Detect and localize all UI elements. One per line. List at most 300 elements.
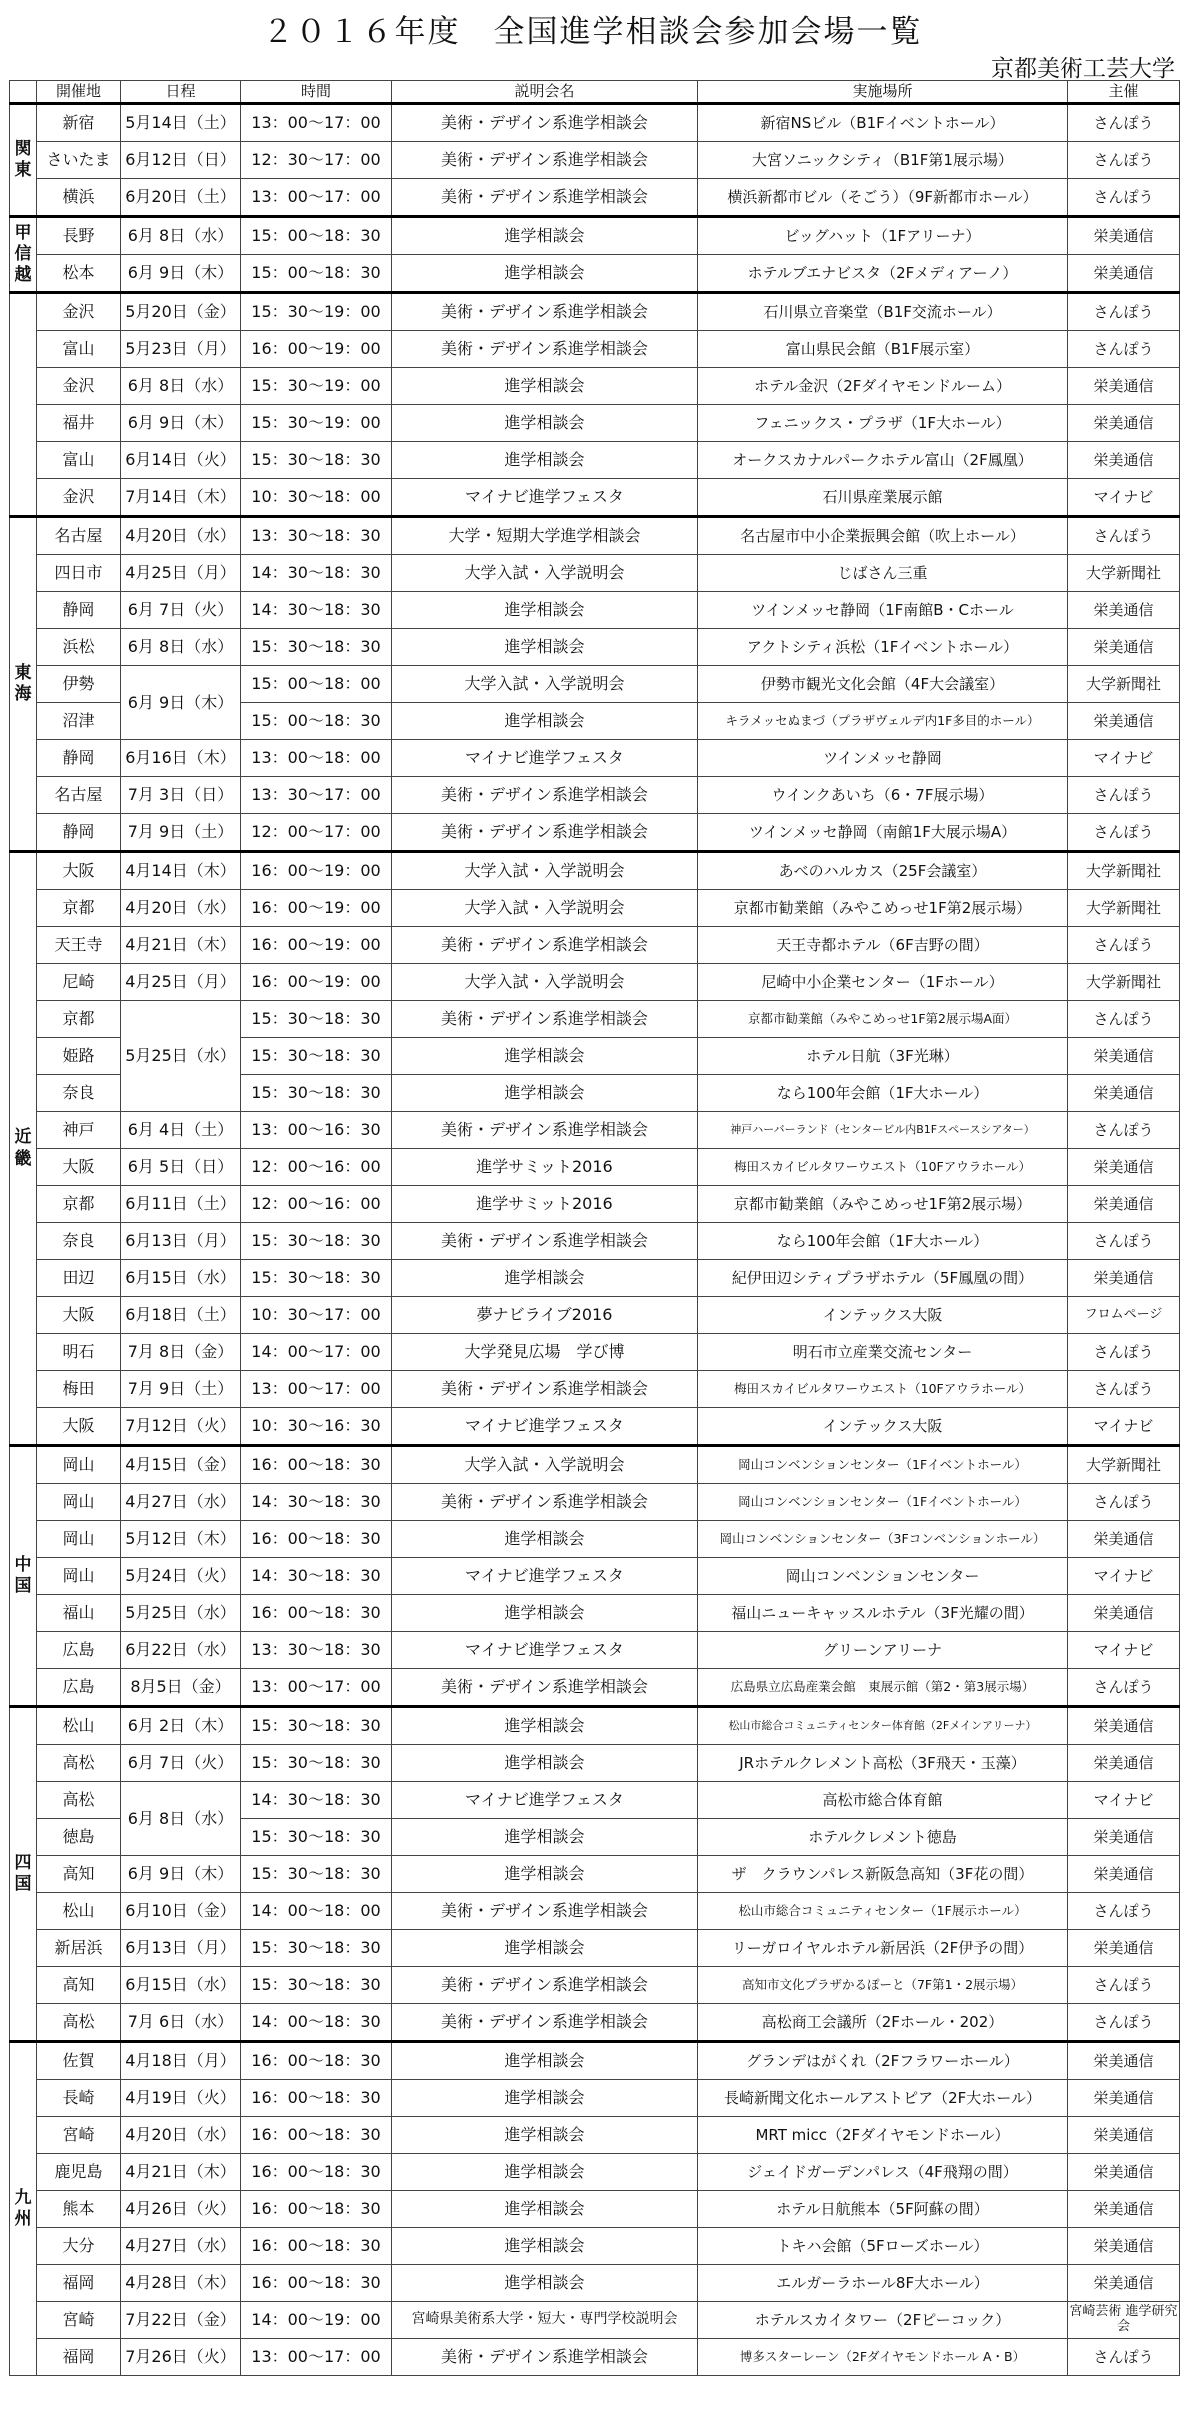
event-cell: 進学相談会	[392, 255, 698, 293]
city-cell: 横浜	[37, 179, 121, 217]
organizer-cell: 栄美通信	[1068, 1595, 1180, 1632]
event-cell: 進学相談会	[392, 1521, 698, 1558]
venue-cell: ツインメッセ静岡	[698, 740, 1068, 777]
table-row	[10, 964, 1180, 1001]
event-cell: マイナビ進学フェスタ	[392, 1632, 698, 1669]
date-cell: 6月16日（木）	[121, 740, 241, 777]
table-row	[10, 2228, 1180, 2265]
venue-cell: ツインメッセ静岡（南館1F大展示場A）	[698, 814, 1068, 852]
table-row	[10, 2339, 1180, 2376]
event-cell: 進学相談会	[392, 1595, 698, 1632]
city-cell: 新宿	[37, 104, 121, 142]
time-cell: 10：30～17：00	[241, 1297, 392, 1334]
city-cell: 高知	[37, 1856, 121, 1893]
event-cell: 進学相談会	[392, 217, 698, 255]
city-cell: 名古屋	[37, 517, 121, 555]
header-organizer: 主催	[1068, 81, 1180, 104]
event-cell: 進学相談会	[392, 1038, 698, 1075]
organizer-cell: 栄美通信	[1068, 2117, 1180, 2154]
table-row	[10, 142, 1180, 179]
time-cell: 16：00～18：30	[241, 2117, 392, 2154]
organizer-cell: 栄美通信	[1068, 1930, 1180, 1967]
table-row	[10, 1408, 1180, 1446]
date-cell: 6月 5日（日）	[121, 1149, 241, 1186]
venue-cell: なら100年会館（1F大ホール）	[698, 1075, 1068, 1112]
organizer-cell: 栄美通信	[1068, 1149, 1180, 1186]
venue-cell: アクトシティ浜松（1Fイベントホール）	[698, 629, 1068, 666]
table-row	[10, 1521, 1180, 1558]
time-cell: 16：00～18：30	[241, 1521, 392, 1558]
event-cell: 進学相談会	[392, 1075, 698, 1112]
event-cell: 進学相談会	[392, 2228, 698, 2265]
date-cell: 6月 9日（木）	[121, 405, 241, 442]
date-cell: 7月22日（金）	[121, 2302, 241, 2339]
event-cell: 美術・デザイン系進学相談会	[392, 1371, 698, 1408]
organizer-cell: さんぽう	[1068, 1967, 1180, 2004]
table-row	[10, 1930, 1180, 1967]
organizer-cell: 栄美通信	[1068, 2042, 1180, 2080]
header-event: 説明会名	[392, 81, 698, 104]
venue-cell: 尼崎中小企業センター（1Fホール）	[698, 964, 1068, 1001]
time-cell: 15：00～18：00	[241, 666, 392, 703]
header-venue: 実施場所	[698, 81, 1068, 104]
venue-cell: トキハ会館（5Fローズホール）	[698, 2228, 1068, 2265]
table-row	[10, 517, 1180, 555]
city-cell: 金沢	[37, 479, 121, 517]
event-cell: 進学相談会	[392, 1819, 698, 1856]
table-row	[10, 1707, 1180, 1745]
table-row	[10, 2004, 1180, 2042]
event-cell: マイナビ進学フェスタ	[392, 1782, 698, 1819]
venue-cell: 岡山コンベンションセンター（1Fイベントホール）	[698, 1446, 1068, 1484]
date-cell: 4月21日（木）	[121, 927, 241, 964]
date-cell: 4月20日（水）	[121, 517, 241, 555]
event-cell: 進学相談会	[392, 1930, 698, 1967]
table-row	[10, 555, 1180, 592]
organizer-cell: マイナビ	[1068, 1782, 1180, 1819]
organizer-cell: 大学新聞社	[1068, 964, 1180, 1001]
time-cell: 13：00～18：00	[241, 740, 392, 777]
venue-cell: ホテル日航（3F光琳）	[698, 1038, 1068, 1075]
region-cell: 近 畿	[10, 852, 37, 1446]
event-cell: 進学相談会	[392, 2080, 698, 2117]
event-cell: 美術・デザイン系進学相談会	[392, 814, 698, 852]
venue-cell: 高知市文化プラザかるぽーと（7F第1・2展示場）	[698, 1967, 1068, 2004]
venue-cell: 梅田スカイビルタワーウエスト（10Fアウラホール）	[698, 1149, 1068, 1186]
organizer-cell: 栄美通信	[1068, 2228, 1180, 2265]
organizer-cell: さんぽう	[1068, 1669, 1180, 1707]
time-cell: 15：30～18：30	[241, 1967, 392, 2004]
table-row	[10, 331, 1180, 368]
time-cell: 15：30～18：30	[241, 442, 392, 479]
organizer-cell: さんぽう	[1068, 1334, 1180, 1371]
date-cell: 5月24日（火）	[121, 1558, 241, 1595]
event-cell: 美術・デザイン系進学相談会	[392, 179, 698, 217]
date-cell: 6月 4日（土）	[121, 1112, 241, 1149]
organizer-cell: 栄美通信	[1068, 703, 1180, 740]
event-cell: 大学入試・入学説明会	[392, 555, 698, 592]
date-cell: 4月26日（火）	[121, 2191, 241, 2228]
time-cell: 15：30～18：30	[241, 629, 392, 666]
venue-cell: オークスカナルパークホテル富山（2F鳳凰）	[698, 442, 1068, 479]
venue-cell: 松山市総合コミュニティセンター（1F展示ホール）	[698, 1893, 1068, 1930]
time-cell: 16：00～19：00	[241, 927, 392, 964]
date-cell: 4月28日（木）	[121, 2265, 241, 2302]
table-row	[10, 1334, 1180, 1371]
event-cell: 美術・デザイン系進学相談会	[392, 2004, 698, 2042]
table-row	[10, 1595, 1180, 1632]
city-cell: 明石	[37, 1334, 121, 1371]
organizer-cell: さんぽう	[1068, 1371, 1180, 1408]
city-cell: 広島	[37, 1669, 121, 1707]
time-cell: 15：30～18：30	[241, 1819, 392, 1856]
date-cell: 6月 7日（火）	[121, 592, 241, 629]
venue-cell: キラメッセぬまづ（プラザヴェルデ内1F多目的ホール）	[698, 703, 1068, 740]
time-cell: 15：00～18：30	[241, 217, 392, 255]
date-cell: 4月19日（火）	[121, 2080, 241, 2117]
event-cell: 進学相談会	[392, 1745, 698, 1782]
organizer-cell: さんぽう	[1068, 1001, 1180, 1038]
venue-cell: 岡山コンベンションセンター（1Fイベントホール）	[698, 1484, 1068, 1521]
date-cell: 7月 9日（土）	[121, 814, 241, 852]
table-row	[10, 1260, 1180, 1297]
organizer-cell: 大学新聞社	[1068, 890, 1180, 927]
city-cell: 沼津	[37, 703, 121, 740]
organizer-cell: 栄美通信	[1068, 255, 1180, 293]
time-cell: 15：30～18：30	[241, 1038, 392, 1075]
table-row	[10, 1669, 1180, 1707]
city-cell: 伊勢	[37, 666, 121, 703]
region-cell: 中 国	[10, 1446, 37, 1707]
venue-cell: 高松商工会議所（2Fホール・202）	[698, 2004, 1068, 2042]
table-row	[10, 1112, 1180, 1149]
table-row	[10, 666, 1180, 703]
time-cell: 12：00～16：00	[241, 1149, 392, 1186]
time-cell: 13：00～17：00	[241, 2339, 392, 2376]
venue-cell: 松山市総合コミュニティセンター体育館（2Fメインアリーナ）	[698, 1707, 1068, 1745]
venue-cell: 富山県民会館（B1F展示室）	[698, 331, 1068, 368]
event-cell: マイナビ進学フェスタ	[392, 479, 698, 517]
table-row	[10, 479, 1180, 517]
venue-cell: ホテル金沢（2Fダイヤモンドルーム）	[698, 368, 1068, 405]
event-cell: 美術・デザイン系進学相談会	[392, 293, 698, 331]
organizer-cell: 栄美通信	[1068, 1745, 1180, 1782]
event-cell: 美術・デザイン系進学相談会	[392, 1001, 698, 1038]
date-cell: 7月14日（木）	[121, 479, 241, 517]
table-row	[10, 592, 1180, 629]
venue-cell: ウインクあいち（6・7F展示場）	[698, 777, 1068, 814]
time-cell: 13：00～17：00	[241, 104, 392, 142]
event-cell: 夢ナビライブ2016	[392, 1297, 698, 1334]
table-header	[10, 81, 1180, 104]
time-cell: 14：30～18：30	[241, 1558, 392, 1595]
organizer-cell: 宮崎芸術 進学研究会	[1068, 2302, 1180, 2339]
city-cell: 奈良	[37, 1075, 121, 1112]
time-cell: 15：30～18：30	[241, 1260, 392, 1297]
venue-cell: MRT micc（2Fダイヤモンドホール）	[698, 2117, 1068, 2154]
table-row	[10, 1893, 1180, 1930]
time-cell: 14：30～18：30	[241, 1782, 392, 1819]
city-cell: 岡山	[37, 1558, 121, 1595]
table-row	[10, 179, 1180, 217]
venue-cell: じばさん三重	[698, 555, 1068, 592]
date-cell: 7月 9日（土）	[121, 1371, 241, 1408]
event-cell: 大学・短期大学進学相談会	[392, 517, 698, 555]
date-cell: 5月23日（月）	[121, 331, 241, 368]
organizer-cell: さんぽう	[1068, 331, 1180, 368]
organizer-cell: 栄美通信	[1068, 2191, 1180, 2228]
event-cell: 進学相談会	[392, 629, 698, 666]
city-cell: 新居浜	[37, 1930, 121, 1967]
organizer-cell: さんぽう	[1068, 2339, 1180, 2376]
city-cell: 岡山	[37, 1484, 121, 1521]
venue-cell: 天王寺都ホテル（6F吉野の間）	[698, 927, 1068, 964]
venue-cell: 広島県立広島産業会館 東展示館（第2・第3展示場）	[698, 1669, 1068, 1707]
time-cell: 16：00～19：00	[241, 964, 392, 1001]
organizer-cell: さんぽう	[1068, 104, 1180, 142]
region-cell: 九 州	[10, 2042, 37, 2376]
table-row	[10, 890, 1180, 927]
time-cell: 14：00～18：00	[241, 1893, 392, 1930]
date-cell: 6月 8日（水）	[121, 217, 241, 255]
date-cell: 6月 9日（木）	[121, 666, 241, 740]
city-cell: 静岡	[37, 592, 121, 629]
organizer-cell: さんぽう	[1068, 179, 1180, 217]
venue-cell: 大宮ソニックシティ（B1F第1展示場）	[698, 142, 1068, 179]
venue-cell: エルガーラホール8F大ホール）	[698, 2265, 1068, 2302]
date-cell: 6月10日（金）	[121, 1893, 241, 1930]
venue-cell: インテックス大阪	[698, 1408, 1068, 1446]
time-cell: 16：00～18：30	[241, 1595, 392, 1632]
venue-cell: 名古屋市中小企業振興会館（吹上ホール）	[698, 517, 1068, 555]
event-cell: 美術・デザイン系進学相談会	[392, 1967, 698, 2004]
venue-cell: ザ クラウンパレス新阪急高知（3F花の間）	[698, 1856, 1068, 1893]
event-cell: 進学相談会	[392, 2265, 698, 2302]
table-row	[10, 2191, 1180, 2228]
time-cell: 15：30～19：00	[241, 368, 392, 405]
date-cell: 6月15日（水）	[121, 1967, 241, 2004]
time-cell: 16：00～18：30	[241, 2265, 392, 2302]
table-row	[10, 1186, 1180, 1223]
organizer-cell: さんぽう	[1068, 142, 1180, 179]
event-cell: 進学相談会	[392, 368, 698, 405]
time-cell: 15：30～19：00	[241, 293, 392, 331]
organizer-cell: 栄美通信	[1068, 2154, 1180, 2191]
date-cell: 4月18日（月）	[121, 2042, 241, 2080]
date-cell: 5月14日（土）	[121, 104, 241, 142]
organizer-cell: 栄美通信	[1068, 368, 1180, 405]
event-cell: 進学相談会	[392, 442, 698, 479]
venue-cell: 博多スターレーン（2Fダイヤモンドホール A・B）	[698, 2339, 1068, 2376]
date-cell: 6月 9日（木）	[121, 255, 241, 293]
venue-cell: 横浜新都市ビル（そごう）（9F新都市ホール）	[698, 179, 1068, 217]
region-cell: 四 国	[10, 1707, 37, 2042]
event-cell: 進学相談会	[392, 1707, 698, 1745]
city-cell: 四日市	[37, 555, 121, 592]
time-cell: 15：30～18：30	[241, 1745, 392, 1782]
organizer-cell: さんぽう	[1068, 1893, 1180, 1930]
venue-cell: 石川県産業展示館	[698, 479, 1068, 517]
city-cell: 尼崎	[37, 964, 121, 1001]
venue-cell: インテックス大阪	[698, 1297, 1068, 1334]
time-cell: 14：00～18：30	[241, 2004, 392, 2042]
venue-cell: 紀伊田辺シティプラザホテル（5F鳳凰の間）	[698, 1260, 1068, 1297]
city-cell: 大阪	[37, 852, 121, 890]
city-cell: 高知	[37, 1967, 121, 2004]
table-row	[10, 1558, 1180, 1595]
time-cell: 13：00～17：00	[241, 179, 392, 217]
city-cell: 高松	[37, 2004, 121, 2042]
table-row	[10, 1632, 1180, 1669]
venue-cell: 京都市勧業館（みやこめっせ1F第2展示場A面）	[698, 1001, 1068, 1038]
time-cell: 16：00～19：00	[241, 852, 392, 890]
event-cell: 進学相談会	[392, 405, 698, 442]
time-cell: 15：00～18：30	[241, 255, 392, 293]
city-cell: 広島	[37, 1632, 121, 1669]
organizer-cell: 栄美通信	[1068, 1075, 1180, 1112]
organizer-cell: さんぽう	[1068, 1112, 1180, 1149]
time-cell: 15：30～18：30	[241, 1707, 392, 1745]
city-cell: 宮崎	[37, 2117, 121, 2154]
city-cell: 名古屋	[37, 777, 121, 814]
table-row	[10, 405, 1180, 442]
schedule-table	[9, 80, 1180, 2376]
header-region	[10, 81, 37, 104]
date-cell: 4月20日（水）	[121, 890, 241, 927]
organizer-cell: マイナビ	[1068, 1408, 1180, 1446]
event-cell: 大学入試・入学説明会	[392, 1446, 698, 1484]
organizer-cell: マイナビ	[1068, 1632, 1180, 1669]
date-cell: 7月26日（火）	[121, 2339, 241, 2376]
organization-name: 京都美術工芸大学	[991, 56, 1175, 82]
venue-cell: 石川県立音楽堂（B1F交流ホール）	[698, 293, 1068, 331]
table-row	[10, 442, 1180, 479]
date-cell: 4月25日（月）	[121, 964, 241, 1001]
time-cell: 13：00～16：30	[241, 1112, 392, 1149]
venue-cell: 高松市総合体育館	[698, 1782, 1068, 1819]
table-body	[10, 104, 1180, 2376]
date-cell: 4月27日（水）	[121, 2228, 241, 2265]
table-row	[10, 1745, 1180, 1782]
venue-cell: ホテルスカイタワー（2Fピーコック）	[698, 2302, 1068, 2339]
city-cell: 福岡	[37, 2265, 121, 2302]
event-cell: 宮崎県美術系大学・短大・専門学校説明会	[392, 2302, 698, 2339]
event-cell: 進学相談会	[392, 592, 698, 629]
city-cell: 岡山	[37, 1446, 121, 1484]
header-city: 開催地	[37, 81, 121, 104]
table-row	[10, 927, 1180, 964]
organizer-cell: 大学新聞社	[1068, 666, 1180, 703]
time-cell: 16：00～19：00	[241, 331, 392, 368]
city-cell: 長崎	[37, 2080, 121, 2117]
table-row	[10, 852, 1180, 890]
table-row	[10, 368, 1180, 405]
table-row	[10, 1856, 1180, 1893]
table-row	[10, 814, 1180, 852]
time-cell: 13：00～17：00	[241, 1371, 392, 1408]
date-cell: 4月27日（水）	[121, 1484, 241, 1521]
date-cell: 6月 8日（水）	[121, 629, 241, 666]
table-row	[10, 2154, 1180, 2191]
organizer-cell: 栄美通信	[1068, 629, 1180, 666]
venue-cell: ビッグハット（1Fアリーナ）	[698, 217, 1068, 255]
page-title: ２０１６年度 全国進学相談会参加会場一覧	[262, 14, 923, 50]
date-cell: 6月18日（土）	[121, 1297, 241, 1334]
venue-cell: グランデはがくれ（2Fフラワーホール）	[698, 2042, 1068, 2080]
venue-cell: 京都市勧業館（みやこめっせ1F第2展示場）	[698, 890, 1068, 927]
time-cell: 15：30～18：30	[241, 1223, 392, 1260]
organizer-cell: 栄美通信	[1068, 1521, 1180, 1558]
city-cell: 静岡	[37, 740, 121, 777]
venue-cell: 福山ニューキャッスルホテル（3F光耀の間）	[698, 1595, 1068, 1632]
table-row	[10, 217, 1180, 255]
city-cell: 奈良	[37, 1223, 121, 1260]
time-cell: 15：30～18：30	[241, 1856, 392, 1893]
city-cell: 高松	[37, 1745, 121, 1782]
city-cell: 金沢	[37, 368, 121, 405]
organizer-cell: 栄美通信	[1068, 1819, 1180, 1856]
venue-cell: 伊勢市観光文化会館（4F大会議室）	[698, 666, 1068, 703]
city-cell: 姫路	[37, 1038, 121, 1075]
header-time: 時間	[241, 81, 392, 104]
table-row	[10, 2080, 1180, 2117]
city-cell: 福岡	[37, 2339, 121, 2376]
organizer-cell: 栄美通信	[1068, 217, 1180, 255]
event-cell: 美術・デザイン系進学相談会	[392, 1223, 698, 1260]
event-cell: 美術・デザイン系進学相談会	[392, 331, 698, 368]
organizer-cell: さんぽう	[1068, 517, 1180, 555]
organizer-cell: さんぽう	[1068, 814, 1180, 852]
time-cell: 16：00～19：00	[241, 890, 392, 927]
city-cell: さいたま	[37, 142, 121, 179]
organizer-cell: 栄美通信	[1068, 1707, 1180, 1745]
venue-cell: 岡山コンベンションセンター（3Fコンベンションホール）	[698, 1521, 1068, 1558]
table-row	[10, 1967, 1180, 2004]
organizer-cell: 大学新聞社	[1068, 852, 1180, 890]
organizer-cell: 栄美通信	[1068, 442, 1180, 479]
event-cell: 美術・デザイン系進学相談会	[392, 142, 698, 179]
time-cell: 15：30～18：30	[241, 1001, 392, 1038]
time-cell: 15：30～18：30	[241, 1075, 392, 1112]
date-cell: 7月12日（火）	[121, 1408, 241, 1446]
date-cell: 6月11日（土）	[121, 1186, 241, 1223]
time-cell: 12：00～17：00	[241, 814, 392, 852]
organizer-cell: さんぽう	[1068, 2004, 1180, 2042]
venue-cell: フェニックス・プラザ（1F大ホール）	[698, 405, 1068, 442]
organizer-cell: さんぽう	[1068, 1223, 1180, 1260]
time-cell: 16：00～18：30	[241, 2080, 392, 2117]
organizer-cell: 栄美通信	[1068, 1038, 1180, 1075]
event-cell: 美術・デザイン系進学相談会	[392, 1484, 698, 1521]
table-row	[10, 293, 1180, 331]
venue-cell: なら100年会館（1F大ホール）	[698, 1223, 1068, 1260]
organizer-cell: さんぽう	[1068, 927, 1180, 964]
event-cell: 進学相談会	[392, 2191, 698, 2228]
date-cell: 6月13日（月）	[121, 1930, 241, 1967]
city-cell: 福井	[37, 405, 121, 442]
city-cell: 熊本	[37, 2191, 121, 2228]
table-row	[10, 1001, 1180, 1038]
city-cell: 鹿児島	[37, 2154, 121, 2191]
organizer-cell: 栄美通信	[1068, 1856, 1180, 1893]
event-cell: 美術・デザイン系進学相談会	[392, 1112, 698, 1149]
event-cell: 大学入試・入学説明会	[392, 666, 698, 703]
time-cell: 16：00～18：30	[241, 1446, 392, 1484]
event-cell: 美術・デザイン系進学相談会	[392, 777, 698, 814]
date-cell: 6月15日（水）	[121, 1260, 241, 1297]
event-cell: 進学相談会	[392, 2042, 698, 2080]
time-cell: 16：00～18：30	[241, 2154, 392, 2191]
